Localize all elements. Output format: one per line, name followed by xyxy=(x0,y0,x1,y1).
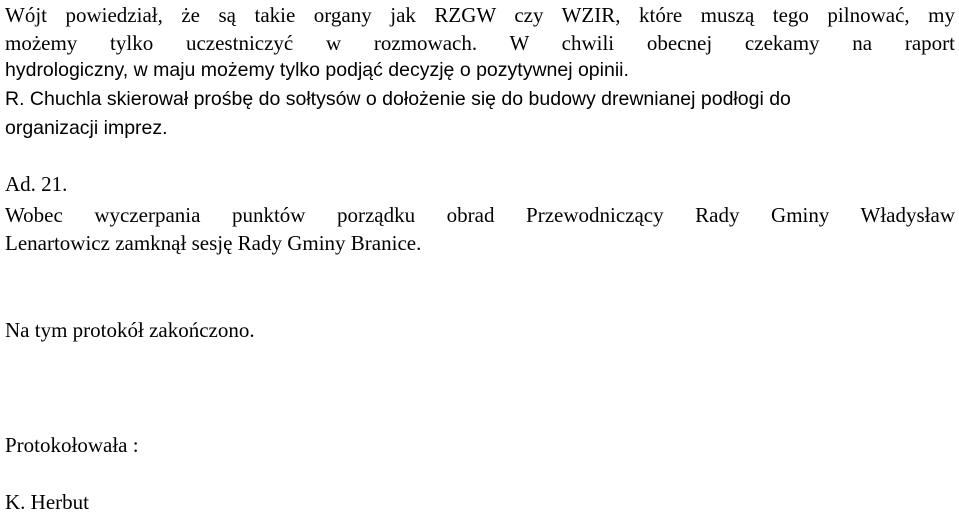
para1-line2: możemy tylko uczestniczyć w rozmowach. W chwili obecnej czekamy na raport xyxy=(5,31,955,55)
para1-line3: hydrologiczny, w maju możemy tylko podjąć decyzję o pozytywnej opinii. xyxy=(5,59,629,81)
para1-line1: Wójt powiedział, że są takie organy jak RZGW czy WZIR, które muszą tego pilnować, my xyxy=(5,3,955,27)
para2-line2: organizacji imprez. xyxy=(5,117,168,139)
section-heading: Ad. 21. xyxy=(5,172,68,196)
recorder-name: K. Herbut xyxy=(5,490,89,514)
para2-line1: R. Chuchla skierował prośbę do sołtysów o dołożenie się do budowy drewnianej podłogi do xyxy=(5,88,791,110)
closing-text: Na tym protokół zakończono. xyxy=(5,318,255,342)
section-line2: Lenartowicz zamknął sesję Rady Gminy Branice. xyxy=(5,231,422,255)
section-line1: Wobec wyczerpania punktów porządku obrad Przewodniczący Rady Gminy Władysław xyxy=(5,203,955,227)
recorder-label: Protokołowała : xyxy=(5,433,139,457)
